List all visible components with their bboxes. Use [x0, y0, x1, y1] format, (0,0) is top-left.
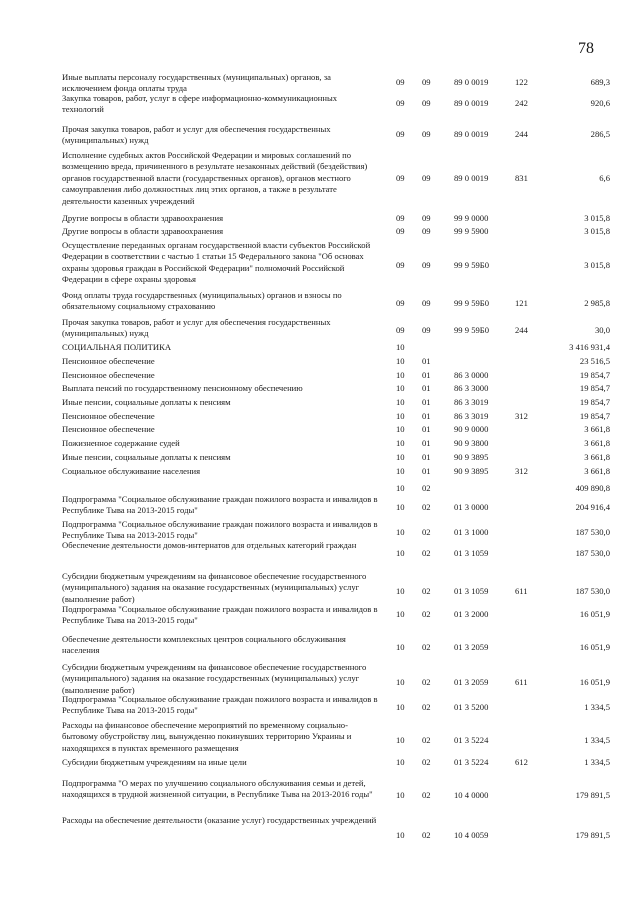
amount: 286,5: [590, 129, 610, 139]
subsection-code: 09: [422, 98, 431, 108]
target-article-code: 86 3 0000: [454, 370, 489, 380]
expense-type-code: 312: [515, 411, 528, 421]
section-code: 09: [396, 98, 405, 108]
target-article-code: 01 3 1000: [454, 527, 489, 537]
amount: 3 015,8: [584, 226, 610, 236]
target-article-code: 10 4 0000: [454, 790, 489, 800]
expense-type-code: 244: [515, 325, 528, 335]
subsection-code: 09: [422, 226, 431, 236]
target-article-code: 01 3 0000: [454, 502, 489, 512]
section-code: 09: [396, 325, 405, 335]
amount: 187 530,0: [575, 548, 610, 558]
amount: 1 334,5: [584, 757, 610, 767]
expense-type-code: 831: [515, 173, 528, 183]
section-code: 10: [396, 452, 405, 462]
expense-type-code: 122: [515, 77, 528, 87]
subsection-code: 02: [422, 609, 431, 619]
amount: 19 854,7: [579, 383, 610, 393]
section-code: 10: [396, 702, 405, 712]
subsection-code: 02: [422, 735, 431, 745]
section-code: 09: [396, 173, 405, 183]
row-description: Иные выплаты персоналу государственных (муниципальных) органов, за исключением фонда оплаты труда: [62, 72, 331, 94]
row-description: Осуществление переданных органам государственной власти субъектов Российской Федерации в соответствии с частью 1 статьи 15 Федерального закона "Об основах охраны здоровья граждан в Российской Федерации" полномочий Российской Федерации в сфере охраны здоровья: [62, 240, 371, 285]
subsection-code: 02: [422, 483, 431, 493]
section-code: 09: [396, 129, 405, 139]
expense-type-code: 242: [515, 98, 528, 108]
row-description: Иные пенсии, социальные доплаты к пенсиям: [62, 397, 231, 407]
section-code: 09: [396, 260, 405, 270]
row-description: Социальное обслуживание населения: [62, 466, 201, 476]
subsection-code: 09: [422, 325, 431, 335]
subsection-code: 01: [422, 356, 431, 366]
subsection-code: 09: [422, 129, 431, 139]
subsection-code: 02: [422, 502, 431, 512]
subsection-code: 02: [422, 527, 431, 537]
section-code: 10: [396, 735, 405, 745]
amount: 3 661,8: [584, 438, 610, 448]
section-code: 09: [396, 226, 405, 236]
subsection-code: 09: [422, 260, 431, 270]
target-article-code: 01 3 1059: [454, 548, 489, 558]
subsection-code: 01: [422, 438, 431, 448]
subsection-code: 02: [422, 548, 431, 558]
amount: 920,6: [590, 98, 610, 108]
row-description: Субсидии бюджетным учреждениям на финансовое обеспечение государственного (муниципального) задания на оказание государственных (муниципальных) услуг (выполнение работ): [62, 662, 367, 695]
amount: 19 854,7: [579, 397, 610, 407]
row-description: Подпрограмма "О мерах по улучшению социального обслуживания семьи и детей, находящихся в трудной жизненной ситуации, в Республике Тыва на 2013-2016 годы": [62, 778, 373, 800]
section-code: 10: [396, 424, 405, 434]
amount: 2 985,8: [584, 298, 610, 308]
section-code: 10: [396, 527, 405, 537]
section-code: 10: [396, 438, 405, 448]
amount: 409 890,8: [575, 483, 610, 493]
section-code: 10: [396, 609, 405, 619]
section-code: 10: [396, 383, 405, 393]
row-description: Пожизненное содержание судей: [62, 438, 180, 448]
section-code: 10: [396, 466, 405, 476]
subsection-code: 09: [422, 173, 431, 183]
row-description: Подпрограмма "Социальное обслуживание граждан пожилого возраста и инвалидов в Республике Тыва на 2013-2015 годы": [62, 519, 378, 541]
expense-type-code: 121: [515, 298, 528, 308]
amount: 204 916,4: [575, 502, 610, 512]
section-code: 09: [396, 298, 405, 308]
subsection-code: 01: [422, 452, 431, 462]
subsection-code: 01: [422, 370, 431, 380]
amount: 3 015,8: [584, 213, 610, 223]
target-article-code: 99 9 5900: [454, 226, 489, 236]
subsection-code: 02: [422, 586, 431, 596]
target-article-code: 89 0 0019: [454, 173, 489, 183]
target-article-code: 86 3 3019: [454, 411, 489, 421]
row-description: Подпрограмма "Социальное обслуживание граждан пожилого возраста и инвалидов в Республике Тыва на 2013-2015 годы": [62, 494, 378, 516]
amount: 179 891,5: [575, 790, 610, 800]
section-code: 09: [396, 77, 405, 87]
section-code: 10: [396, 586, 405, 596]
row-description: Иные пенсии, социальные доплаты к пенсиям: [62, 452, 231, 462]
section-code: 10: [396, 502, 405, 512]
subsection-code: 02: [422, 642, 431, 652]
target-article-code: 10 4 0059: [454, 830, 489, 840]
row-description: Расходы на финансовое обеспечение мероприятий по временному социально-бытовому обустройству лиц, вынужденно покинувших территорию Украины и находящихся в пунктах временного размещения: [62, 720, 352, 753]
page-number: 78: [578, 40, 594, 57]
row-description: Подпрограмма "Социальное обслуживание граждан пожилого возраста и инвалидов в Республике Тыва на 2013-2015 годы": [62, 694, 378, 716]
subsection-code: 01: [422, 424, 431, 434]
amount: 187 530,0: [575, 586, 610, 596]
target-article-code: 89 0 0019: [454, 129, 489, 139]
row-description: Закупка товаров, работ, услуг в сфере информационно-коммуникационных технологий: [62, 93, 338, 115]
row-description: СОЦИАЛЬНАЯ ПОЛИТИКА: [62, 342, 172, 352]
target-article-code: 01 3 2059: [454, 642, 489, 652]
target-article-code: 01 3 2059: [454, 677, 489, 687]
subsection-code: 01: [422, 397, 431, 407]
expense-type-code: 612: [515, 757, 528, 767]
row-description: Прочая закупка товаров, работ и услуг для обеспечения государственных (муниципальных) нужд: [62, 317, 331, 339]
expense-type-code: 611: [515, 677, 528, 687]
section-code: 10: [396, 642, 405, 652]
target-article-code: 99 9 0000: [454, 213, 489, 223]
target-article-code: 90 9 3800: [454, 438, 489, 448]
row-description: Пенсионное обеспечение: [62, 424, 155, 434]
row-description: Исполнение судебных актов Российской Федерации и мировых соглашений по возмещению вреда, причиненного в результате незаконных действий (бездействия) органов государственной власти (государственных органов), органов местного самоуправления либо должностных лиц этих органов, а также в результате деятельности казенных учреждений: [62, 150, 368, 206]
subsection-code: 02: [422, 677, 431, 687]
amount: 3 416 931,4: [569, 342, 610, 352]
expense-type-code: 244: [515, 129, 528, 139]
target-article-code: 89 0 0019: [454, 98, 489, 108]
amount: 1 334,5: [584, 702, 610, 712]
target-article-code: 86 3 3019: [454, 397, 489, 407]
subsection-code: 09: [422, 298, 431, 308]
row-description: Субсидии бюджетным учреждениям на финансовое обеспечение государственного (муниципального) задания на оказание государственных (муниципальных) услуг (выполнение работ): [62, 571, 367, 604]
subsection-code: 09: [422, 77, 431, 87]
amount: 16 051,9: [579, 609, 610, 619]
subsection-code: 02: [422, 757, 431, 767]
amount: 16 051,9: [579, 677, 610, 687]
section-code: 10: [396, 790, 405, 800]
target-article-code: 89 0 0019: [454, 77, 489, 87]
amount: 6,6: [599, 173, 610, 183]
row-description: Обеспечение деятельности комплексных центров социального обслуживания населения: [62, 634, 346, 656]
amount: 179 891,5: [575, 830, 610, 840]
subsection-code: 02: [422, 790, 431, 800]
target-article-code: 01 3 1059: [454, 586, 489, 596]
amount: 187 530,0: [575, 527, 610, 537]
target-article-code: 01 3 2000: [454, 609, 489, 619]
subsection-code: 01: [422, 383, 431, 393]
section-code: 10: [396, 677, 405, 687]
row-description: Расходы на обеспечение деятельности (оказание услуг) государственных учреждений: [62, 815, 377, 825]
expense-type-code: 312: [515, 466, 528, 476]
target-article-code: 99 9 59Б0: [454, 298, 490, 308]
amount: 30,0: [594, 325, 610, 335]
section-code: 10: [396, 356, 405, 366]
section-code: 10: [396, 483, 405, 493]
target-article-code: 99 9 59Б0: [454, 325, 490, 335]
section-code: 10: [396, 370, 405, 380]
target-article-code: 01 3 5224: [454, 757, 489, 767]
section-code: 10: [396, 548, 405, 558]
section-code: 10: [396, 342, 405, 352]
section-code: 10: [396, 757, 405, 767]
target-article-code: 90 9 0000: [454, 424, 489, 434]
row-description: Подпрограмма "Социальное обслуживание граждан пожилого возраста и инвалидов в Республике Тыва на 2013-2015 годы": [62, 604, 378, 626]
target-article-code: 86 3 3000: [454, 383, 489, 393]
amount: 23 516,5: [579, 356, 610, 366]
row-description: Субсидии бюджетным учреждениям на иные цели: [62, 757, 247, 767]
row-description: Пенсионное обеспечение: [62, 370, 155, 380]
section-code: 10: [396, 397, 405, 407]
row-description: Прочая закупка товаров, работ и услуг для обеспечения государственных (муниципальных) нужд: [62, 124, 331, 146]
amount: 3 661,8: [584, 452, 610, 462]
target-article-code: 01 3 5224: [454, 735, 489, 745]
row-description: Фонд оплаты труда государственных (муниципальных) органов и взносы по обязательному социальному страхованию: [62, 290, 342, 312]
amount: 3 661,8: [584, 466, 610, 476]
expense-type-code: 611: [515, 586, 528, 596]
row-description: Обеспечение деятельности домов-интернатов для отдельных категорий граждан: [62, 540, 357, 550]
subsection-code: 01: [422, 411, 431, 421]
row-description: Другие вопросы в области здравоохранения: [62, 226, 224, 236]
subsection-code: 01: [422, 466, 431, 476]
section-code: 10: [396, 830, 405, 840]
row-description: Пенсионное обеспечение: [62, 411, 155, 421]
amount: 19 854,7: [579, 411, 610, 421]
section-code: 09: [396, 213, 405, 223]
subsection-code: 09: [422, 213, 431, 223]
amount: 1 334,5: [584, 735, 610, 745]
amount: 16 051,9: [579, 642, 610, 652]
amount: 689,3: [590, 77, 610, 87]
subsection-code: 02: [422, 830, 431, 840]
row-description: Другие вопросы в области здравоохранения: [62, 213, 224, 223]
row-description: Пенсионное обеспечение: [62, 356, 155, 366]
target-article-code: 90 9 3895: [454, 466, 489, 476]
amount: 3 661,8: [584, 424, 610, 434]
target-article-code: 90 9 3895: [454, 452, 489, 462]
amount: 19 854,7: [579, 370, 610, 380]
target-article-code: 99 9 59Б0: [454, 260, 490, 270]
section-code: 10: [396, 411, 405, 421]
row-description: Выплата пенсий по государственному пенсионному обеспечению: [62, 383, 303, 393]
target-article-code: 01 3 5200: [454, 702, 489, 712]
subsection-code: 02: [422, 702, 431, 712]
amount: 3 015,8: [584, 260, 610, 270]
